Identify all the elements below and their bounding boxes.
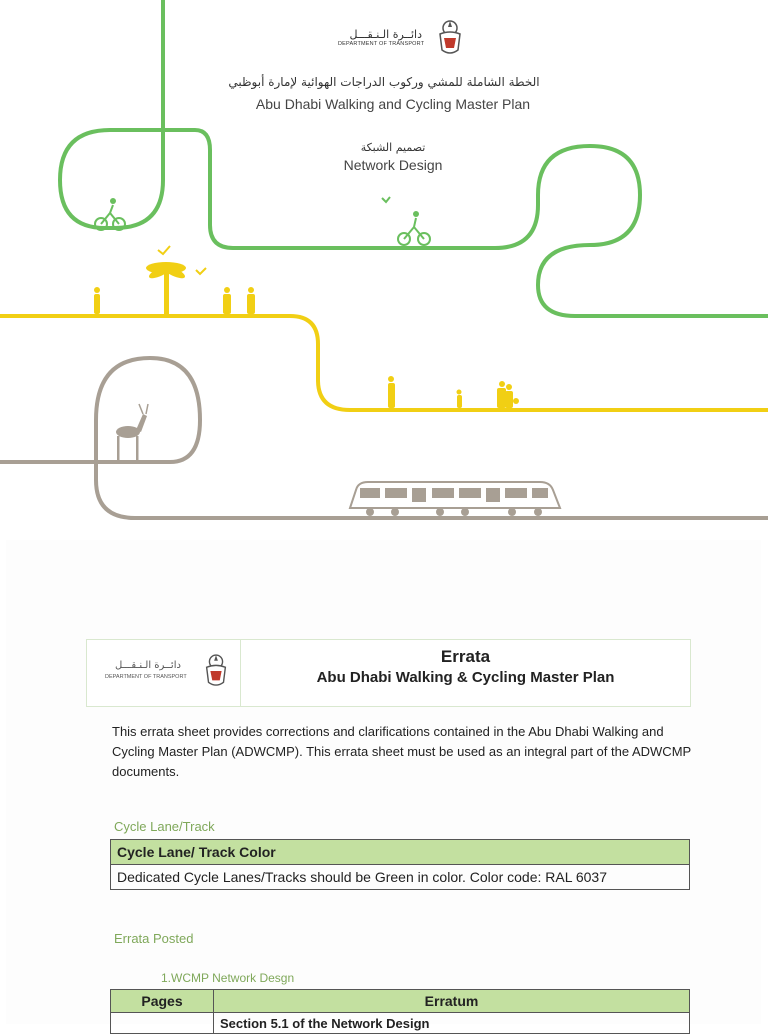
- pedestrian-icon: [388, 376, 519, 408]
- errata-title: Errata: [440, 647, 491, 666]
- cycle-table-header: Cycle Lane/ Track Color: [111, 840, 690, 865]
- palm-tree-icon: [146, 262, 187, 314]
- cycle-color-table: [110, 839, 690, 890]
- cycle-table-row: Dedicated Cycle Lanes/Tracks should be Green in color. Color code: RAL 6037: [111, 865, 690, 890]
- column-header-pages: Pages: [111, 990, 214, 1013]
- cyclist-icon: [398, 211, 430, 245]
- emblem-icon: [434, 18, 466, 58]
- cover-subtitle-arabic: تصميم الشبكة: [360, 141, 426, 154]
- pedestrian-icon: [223, 287, 255, 314]
- cycle-section-label: Cycle Lane/Track: [114, 819, 215, 834]
- intro-paragraph: This errata sheet provides corrections and clarifications contained in the Abu Dhabi Walking and Cycling Master Plan (ADWCMP). This errata sheet must be used as an integral part of the ADWCMP documents.: [112, 724, 691, 779]
- cyclist-icon: [95, 198, 125, 230]
- emblem-icon: [201, 652, 231, 690]
- cover-title: Abu Dhabi Walking and Cycling Master Plan: [255, 96, 531, 112]
- pedestrian-icon: [94, 287, 100, 314]
- errata-item-label: 1.WCMP Network Desgn: [161, 971, 295, 985]
- department-name-en: DEPARTMENT OF TRANSPORT: [105, 674, 187, 680]
- gazelle-icon: [116, 404, 148, 460]
- errata-posted-label: Errata Posted: [114, 931, 194, 946]
- department-logo: [97, 652, 237, 694]
- tram-icon: [350, 482, 560, 516]
- erratum-table: [110, 989, 690, 1034]
- errata-sheet: [6, 540, 761, 1031]
- department-name-ar: دائــرة الـنـقـــل: [349, 28, 422, 41]
- column-header-erratum: Erratum: [214, 990, 690, 1013]
- department-logo: [338, 18, 468, 60]
- row-pages: [111, 1013, 214, 1034]
- bird-icon: [382, 197, 390, 202]
- cover-title-arabic: الخطة الشاملة للمشي وركوب الدراجات الهوائية لإمارة أبوظبي: [228, 75, 540, 89]
- row-erratum: Section 5.1 of the Network Design: [214, 1013, 690, 1034]
- errata-subtitle: Abu Dhabi Walking & Cycling Master Plan: [316, 669, 615, 686]
- department-name-en: DEPARTMENT OF TRANSPORT: [338, 41, 425, 47]
- table-row: [111, 1013, 690, 1034]
- cover-subtitle: Network Design: [343, 157, 443, 173]
- yellow-walking-route: [0, 316, 768, 410]
- errata-header: [86, 639, 691, 707]
- department-name-ar: دائــرة الـنـقـــل: [115, 660, 181, 671]
